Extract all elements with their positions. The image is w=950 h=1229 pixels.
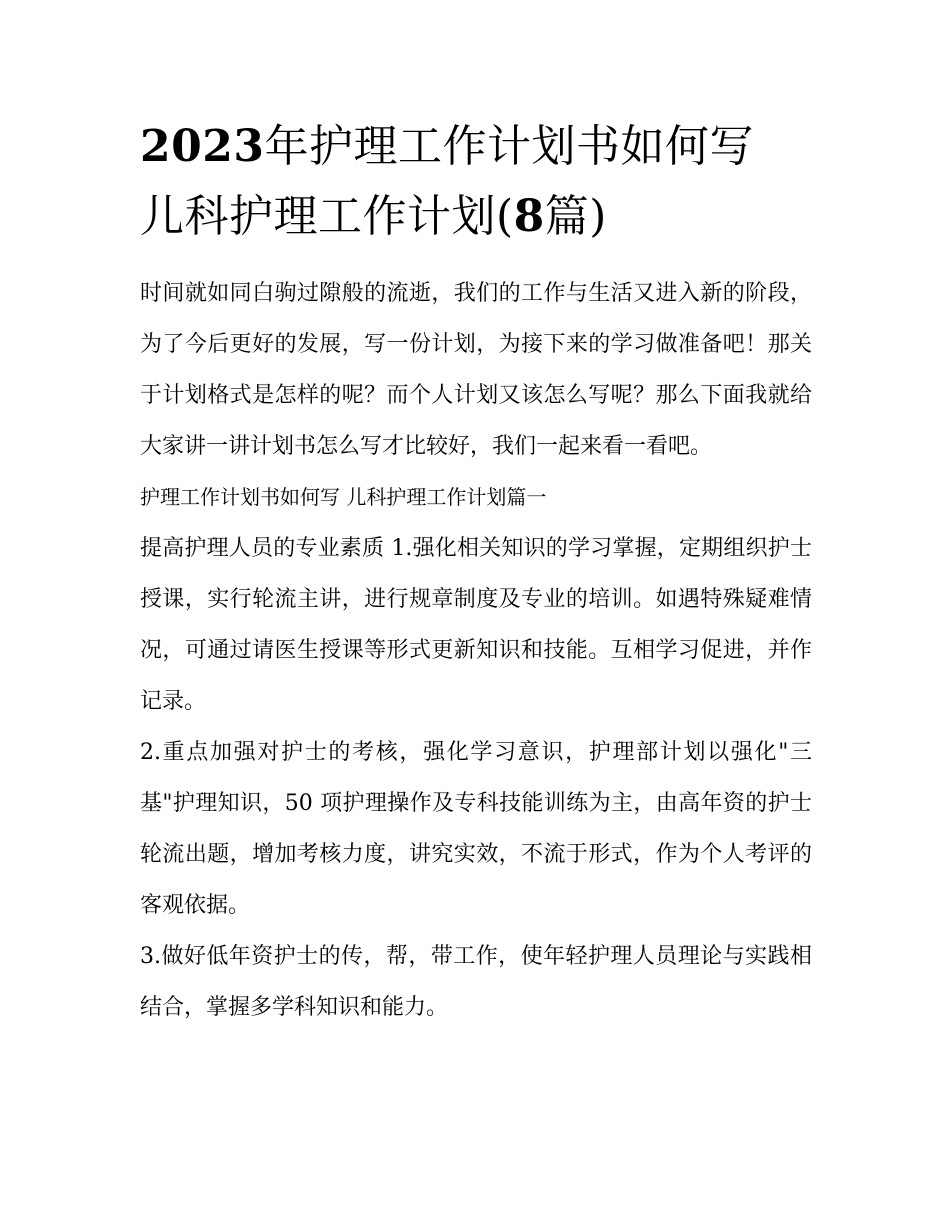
document-page [140, 112, 812, 1033]
section-heading: 护理工作计划书如何写 儿科护理工作计划篇一 [140, 485, 547, 509]
title-count: 8 [513, 191, 545, 242]
intro-paragraph: 时间就如同白驹过隙般的流逝，我们的工作与生活又进入新的阶段，为了今后更好的发展，写一份计划，为接下来的学习做准备吧！那关于计划格式是怎样的呢？而个人计划又该怎么写呢？那么下面我就给大家讲一讲计划书怎么写才比较好，我们一起来看一看吧。 [140, 281, 812, 459]
document-title [140, 112, 812, 252]
paragraph-1: 提高护理人员的专业素质 1.强化相关知识的学习掌握，定期组织护士授课，实行轮流主讲，进行规章制度及专业的培训。如遇特殊疑难情况，可通过请医生授课等形式更新知识和技能。互相学习促进，并作记录。 [140, 536, 812, 714]
title-year: 2023 [140, 121, 265, 172]
title-line2-end: 篇) [544, 191, 607, 242]
document-body [140, 268, 812, 1033]
title-line2-text: 儿科护理工作计划( [140, 191, 514, 242]
title-line1-text: 年护理工作计划书如何写 [264, 121, 754, 172]
paragraph-2: 2.重点加强对护士的考核，强化学习意识，护理部计划以强化"三基"护理知识，50 项护理操作及专科技能训练为主，由高年资的护士轮流出题，增加考核力度，讲究实效，不流于形式，作为个人考评的客观依据。 [140, 740, 812, 918]
paragraph-3: 3.做好低年资护士的传，帮，带工作，使年轻护理人员理论与实践相结合，掌握多学科知识和能力。 [140, 944, 812, 1020]
